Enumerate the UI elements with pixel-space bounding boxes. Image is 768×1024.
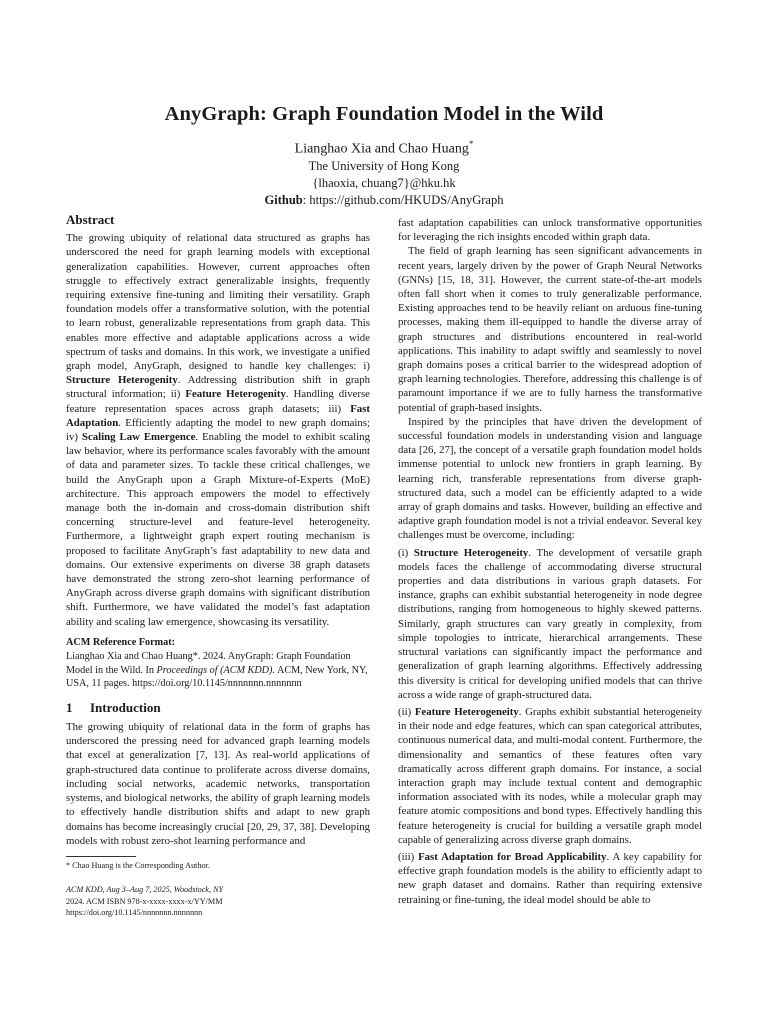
challenge-adaptation: (iii) Fast Adaptation for Broad Applicability. A key capability for effective graph foundation models is the ability to efficiently adapt to new graph dataset and domains. Rather than requiring extensive retraining or fine-tuning, the ideal model should be able to [398, 850, 703, 906]
intro-heading [66, 701, 370, 715]
author-line [0, 139, 768, 158]
abstract-bold-scaling: Scaling Law Emergence [81, 431, 196, 444]
intro-paragraph-3: Inspired by the principles that have driven the development of successful foundation models in understanding vision and language data [26, 27], the concept of a versatile graph foundation model holds immense potential to unlock new frontiers in graph learning. By learning rich, transferable representations from diverse graph-structured data, such a model can be efficiently adapted to a wide array of graph domains and tasks. However, building an effective and adaptive graph foundation model is not a trivial endeavor. Several key challenges must be overcome, including: [398, 415, 702, 542]
corresponding-mark: * [468, 139, 474, 149]
intro-paragraph-2: The field of graph learning has seen significant advancements in recent years, largely driven by the power of Graph Neural Networks (GNNs) [15, 18, 31]. However, the current state-of-the-art models often fall short when it comes to truly generalizable performance. Existing approaches tend to be heavily reliant on arduous fine-tuning processes, making them ill-equipped to handle the diverse array of graph structures and distributions encountered in real-world applications. This inability to adapt swiftly and seamlessly to novel graph domains poses a critical barrier to the widespread adoption of graph learning technologies. Therefore, addressing this challenge is of paramount importance if we are to fully harness the transformative potential of graph-based insights. [398, 245, 702, 414]
section-number: 1 [66, 699, 73, 715]
footnote-rule [66, 856, 136, 857]
section-title: Introduction [90, 699, 161, 715]
paper-title: AnyGraph: Graph Foundation Model in the Wild [164, 103, 604, 125]
author-emails: {lhaoxia, chuang7}@hku.hk [312, 176, 456, 190]
challenge-structure: (i) Structure Heterogeneity. The development of versatile graph models faces the challenge of accommodating diverse structural properties and data distributions in various graph datasets. For instance, graphs can exhibit substantial heterogeneity in node degree distributions, ranging from homogeneous to highly skewed patterns. Similarly, graph structures can vary greatly in complexity, from simple topologies to intricate, hierarchical arrangements. These structural variations can significantly impact the performance and generalization of graph learning algorithms. Effectively addressing this diversity is critical for developing unified models that can thrive across a wide range of graph-structured data. [398, 546, 703, 701]
github-link[interactable]: : https://github.com/HKUDS/AnyGraph [302, 193, 504, 207]
github-line [0, 192, 768, 209]
affiliation: The University of Hong Kong [308, 159, 460, 173]
abstract-bold-adaptation: Fast Adaptation [66, 402, 370, 429]
author-names: Lianghao Xia and Chao Huang [294, 141, 469, 157]
acm-venue: Proceedings of (ACM KDD). [156, 664, 275, 676]
intro-paragraph-cont: fast adaptation capabilities can unlock transformative opportunities for leveraging the rich insights encoded within graph data. [398, 217, 702, 244]
isbn-line: 2024. ACM ISBN 978-x-xxxx-xxxx-x/YY/MM [66, 896, 223, 906]
right-column [398, 216, 702, 907]
abstract-bold-feature: Feature Heterogenity [185, 388, 286, 401]
doi-line[interactable]: https://doi.org/10.1145/nnnnnnn.nnnnnnn [66, 908, 203, 918]
footnote: * Chao Huang is the Corresponding Author. [66, 861, 210, 870]
challenge-feature: (ii) Feature Heterogeneity. Graphs exhibit substantial heterogeneity in their node and edge features, which can span categorical attributes, continuous numerical data, and multi-modal content. Furthermore, the dimensionality and semantics of these features often vary dramatically across different graph domains. For instance, a social interaction graph may include textual content and demographic information associated with its nodes, while a molecular graph may feature atomic compositions and bond types. Effectively handling this feature heterogeneity is crucial for building a versatile graph model capable of generalizing across diverse graph domains. [398, 705, 703, 846]
acm-reference-heading: ACM Reference Format: [66, 636, 175, 648]
left-column [66, 213, 370, 848]
intro-paragraph: The growing ubiquity of relational data in the form of graphs has underscored the pressing need for advanced graph learning models that excel at generalization [7, 13]. As real-world applications of graph-structured data continue to proliferate across diverse domains, including social networks, academic networks, transportation systems, and biological networks, the ability of graph learning models to effectively handle distribution shifts and adapt to new graph domains has become increasingly crucial [20, 29, 37, 38]. Developing models with robust zero-shot learning performance and [66, 721, 370, 847]
abstract-bold-structure: Structure Heterogenity [66, 374, 178, 387]
conference-info [66, 884, 223, 919]
acm-reference-text: Lianghao Xia and Chao Huang*. 2024. AnyGraph: Graph Foundation Model in the Wild. In Proceedings of (ACM KDD). ACM, New York, NY, USA, 11 pages. https://doi.org/10.1145/nnnnnnn.nnnnnnn [66, 651, 368, 690]
conference-line: ACM KDD, Aug 3–Aug 7, 2025, Woodstock, NY [66, 885, 224, 894]
abstract-text: The growing ubiquity of relational data structured as graphs has underscored the need for graph learning models with exceptional generalization capabilities. However, current approaches often struggle to effectively extract generalizable insights, frequently requiring extensive fine-tuning and limiting their versatility. Graph foundation models offer a transformative solution, with the potential to learn robust, generalizable representations from graph data. This enables more effective and adaptable applications across a wide spectrum of tasks and domains. In this work, we investigate a unified graph model, AnyGraph, designed to handle key challenges: i) Structure Heterogenity. Addressing distribution shift in graph structural information; ii) Feature Heterogenity. Handling diverse feature representation spaces across graph datasets; iii) Fast Adaptation. Efficiently adapting the model to new graph domains; iv) Scaling Law Emergence. Enabling the model to exhibit scaling law behavior, where its performance scales favorably with the amount of data and parameter sizes. To tackle these critical challenges, we build the AnyGraph upon a Graph Mixture-of-Experts (MoE) architecture. This approach empowers the model to effectively manage both the in-domain and cross-domain distribution shift concerning structure-level and feature-level heterogeneity. Furthermore, a lightweight graph expert routing mechanism is proposed to facilitate AnyGraph’s fast adaptability to new data and domains. Our extensive experiments on diverse 38 graph datasets have demonstrated the strong zero-shot learning performance of AnyGraph across diverse graph domains with significant distribution shift. Furthermore, we have validated the model’s fast adaptation ability and scaling law emergence, showcasing its versatility. [66, 232, 371, 628]
github-label: Github [264, 193, 303, 207]
abstract-heading: Abstract [66, 212, 115, 227]
